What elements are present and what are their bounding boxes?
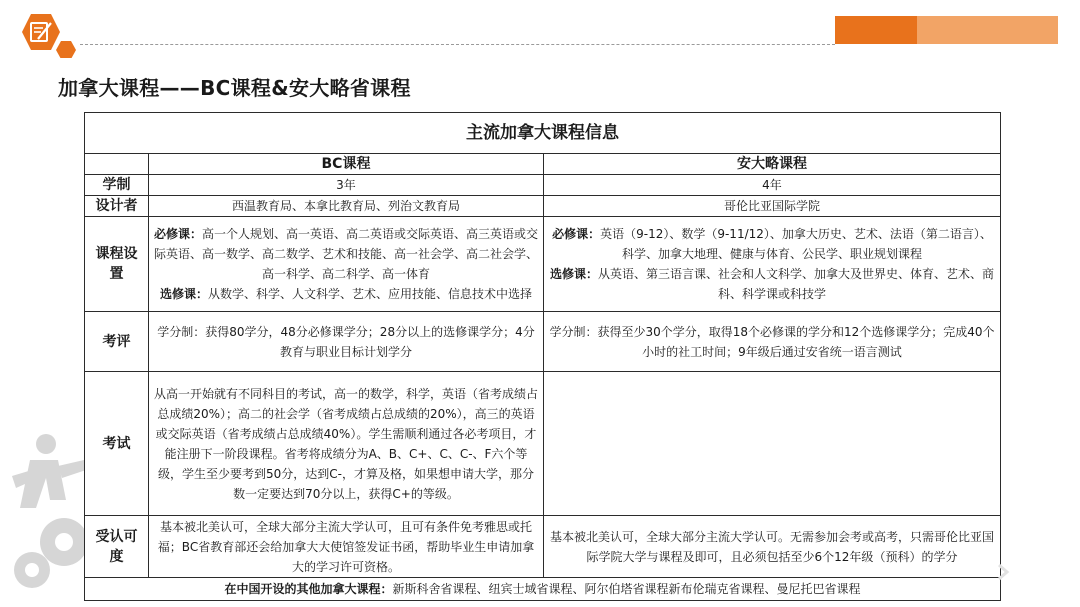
cell-on-recognition: 基本被北美认可，全球大部分主流大学认可。无需参加会考或高考，只需哥伦比亚国际学院大学与课程及即可，且必须包括至少6个12年级（预科）的学分	[544, 516, 1001, 578]
on-elective-text: 从英语、第三语言课、社会和人文科学、加拿大及世界史、体育、艺术、商科、科学课或科技学	[598, 267, 995, 301]
row-header-evaluation: 考评	[85, 312, 149, 372]
cell-bc-designer: 西温教育局、本拿比教育局、列治文教育局	[149, 196, 544, 217]
accent-bar	[835, 16, 917, 44]
chevron-right-icon[interactable]	[996, 562, 1010, 582]
bc-elective-text: 从数学、科学、人文科学、艺术、应用技能、信息技术中选择	[208, 287, 533, 301]
row-header-courses: 课程设置	[85, 217, 149, 312]
cell-bc-evaluation: 学分制：获得80学分，48分必修课学分；28分以上的选修课学分；4分教育与职业目标计划学分	[149, 312, 544, 372]
course-comparison-table	[84, 112, 1001, 601]
cell-bc-exam: 从高一开始就有不同科目的考试，高一的数学，科学，英语（省考成绩占总成绩20%）；高二的社会学（省考成绩占总成绩的20%），高三的英语或交际英语（省考成绩占总成绩40%）。学生需顺利通过各必考项目，才能注册下一阶段课程。省考将成绩分为A、B、C+、C、C-、F六个等级，学生至少要考到50分，达到C-，才算及格，如果想申请大学，那分数一定要达到70分以上，获得C+的等级。	[149, 372, 544, 516]
other-courses-row	[85, 578, 1001, 601]
row-header-recognition: 受认可度	[85, 516, 149, 578]
column-header-bc: BC课程	[149, 154, 544, 175]
column-header-ontario: 安大略课程	[544, 154, 1001, 175]
bc-required-text: 高一个人规划、高一英语、高二英语或交际英语、高三英语或交际英语、高一数学、高二数学、艺术和技能、高一社会学、高二社会学、高一科学、高二科学、高一体育	[153, 227, 539, 281]
cell-on-evaluation: 学分制：获得至少30个学分，取得18个必修课的学分和12个选修课学分；完成40个小时的社工时间；9年级后通过安省统一语言测试	[544, 312, 1001, 372]
row-header-exam: 考试	[85, 372, 149, 516]
on-required-label: 必修课：	[552, 227, 601, 241]
cell-bc-recognition: 基本被北美认可，全球大部分主流大学认可，且可有条件免考雅思或托福；BC省教育部还会给加拿大大使馆签发证书函，帮助毕业生申请加拿大的学习许可资格。	[149, 516, 544, 578]
page-title: 加拿大课程——BC课程&安大略省课程	[58, 76, 411, 100]
other-courses-label: 在中国开设的其他加拿大课程：	[224, 582, 393, 596]
header-divider	[80, 44, 835, 45]
table-caption: 主流加拿大课程信息	[85, 113, 1001, 154]
other-courses-text: 新斯科舍省课程、纽宾士域省课程、阿尔伯塔省课程新布伦瑞克省课程、曼尼托巴省课程	[392, 582, 861, 596]
row-header-school-system: 学制	[85, 175, 149, 196]
cell-bc-courses	[149, 217, 544, 312]
edit-note-icon	[18, 8, 80, 58]
cell-on-designer: 哥伦比亚国际学院	[544, 196, 1001, 217]
row-header-designer: 设计者	[85, 196, 149, 217]
bc-elective-label: 选修课：	[159, 287, 208, 301]
accent-bar-light	[917, 16, 1058, 44]
corner-cell	[85, 154, 149, 175]
cell-bc-school-system: 3年	[149, 175, 544, 196]
gears-runner-icon	[6, 430, 96, 600]
cell-on-exam	[544, 372, 1001, 516]
bc-required-label: 必修课：	[153, 227, 202, 241]
cell-on-school-system: 4年	[544, 175, 1001, 196]
on-elective-label: 选修课：	[549, 267, 598, 281]
on-required-text: 英语（9-12）、数学（9-11/12）、加拿大历史、艺术、法语（第二语言）、科学、加拿大地理、健康与体育、公民学、职业规划课程	[600, 227, 992, 261]
cell-on-courses	[544, 217, 1001, 312]
